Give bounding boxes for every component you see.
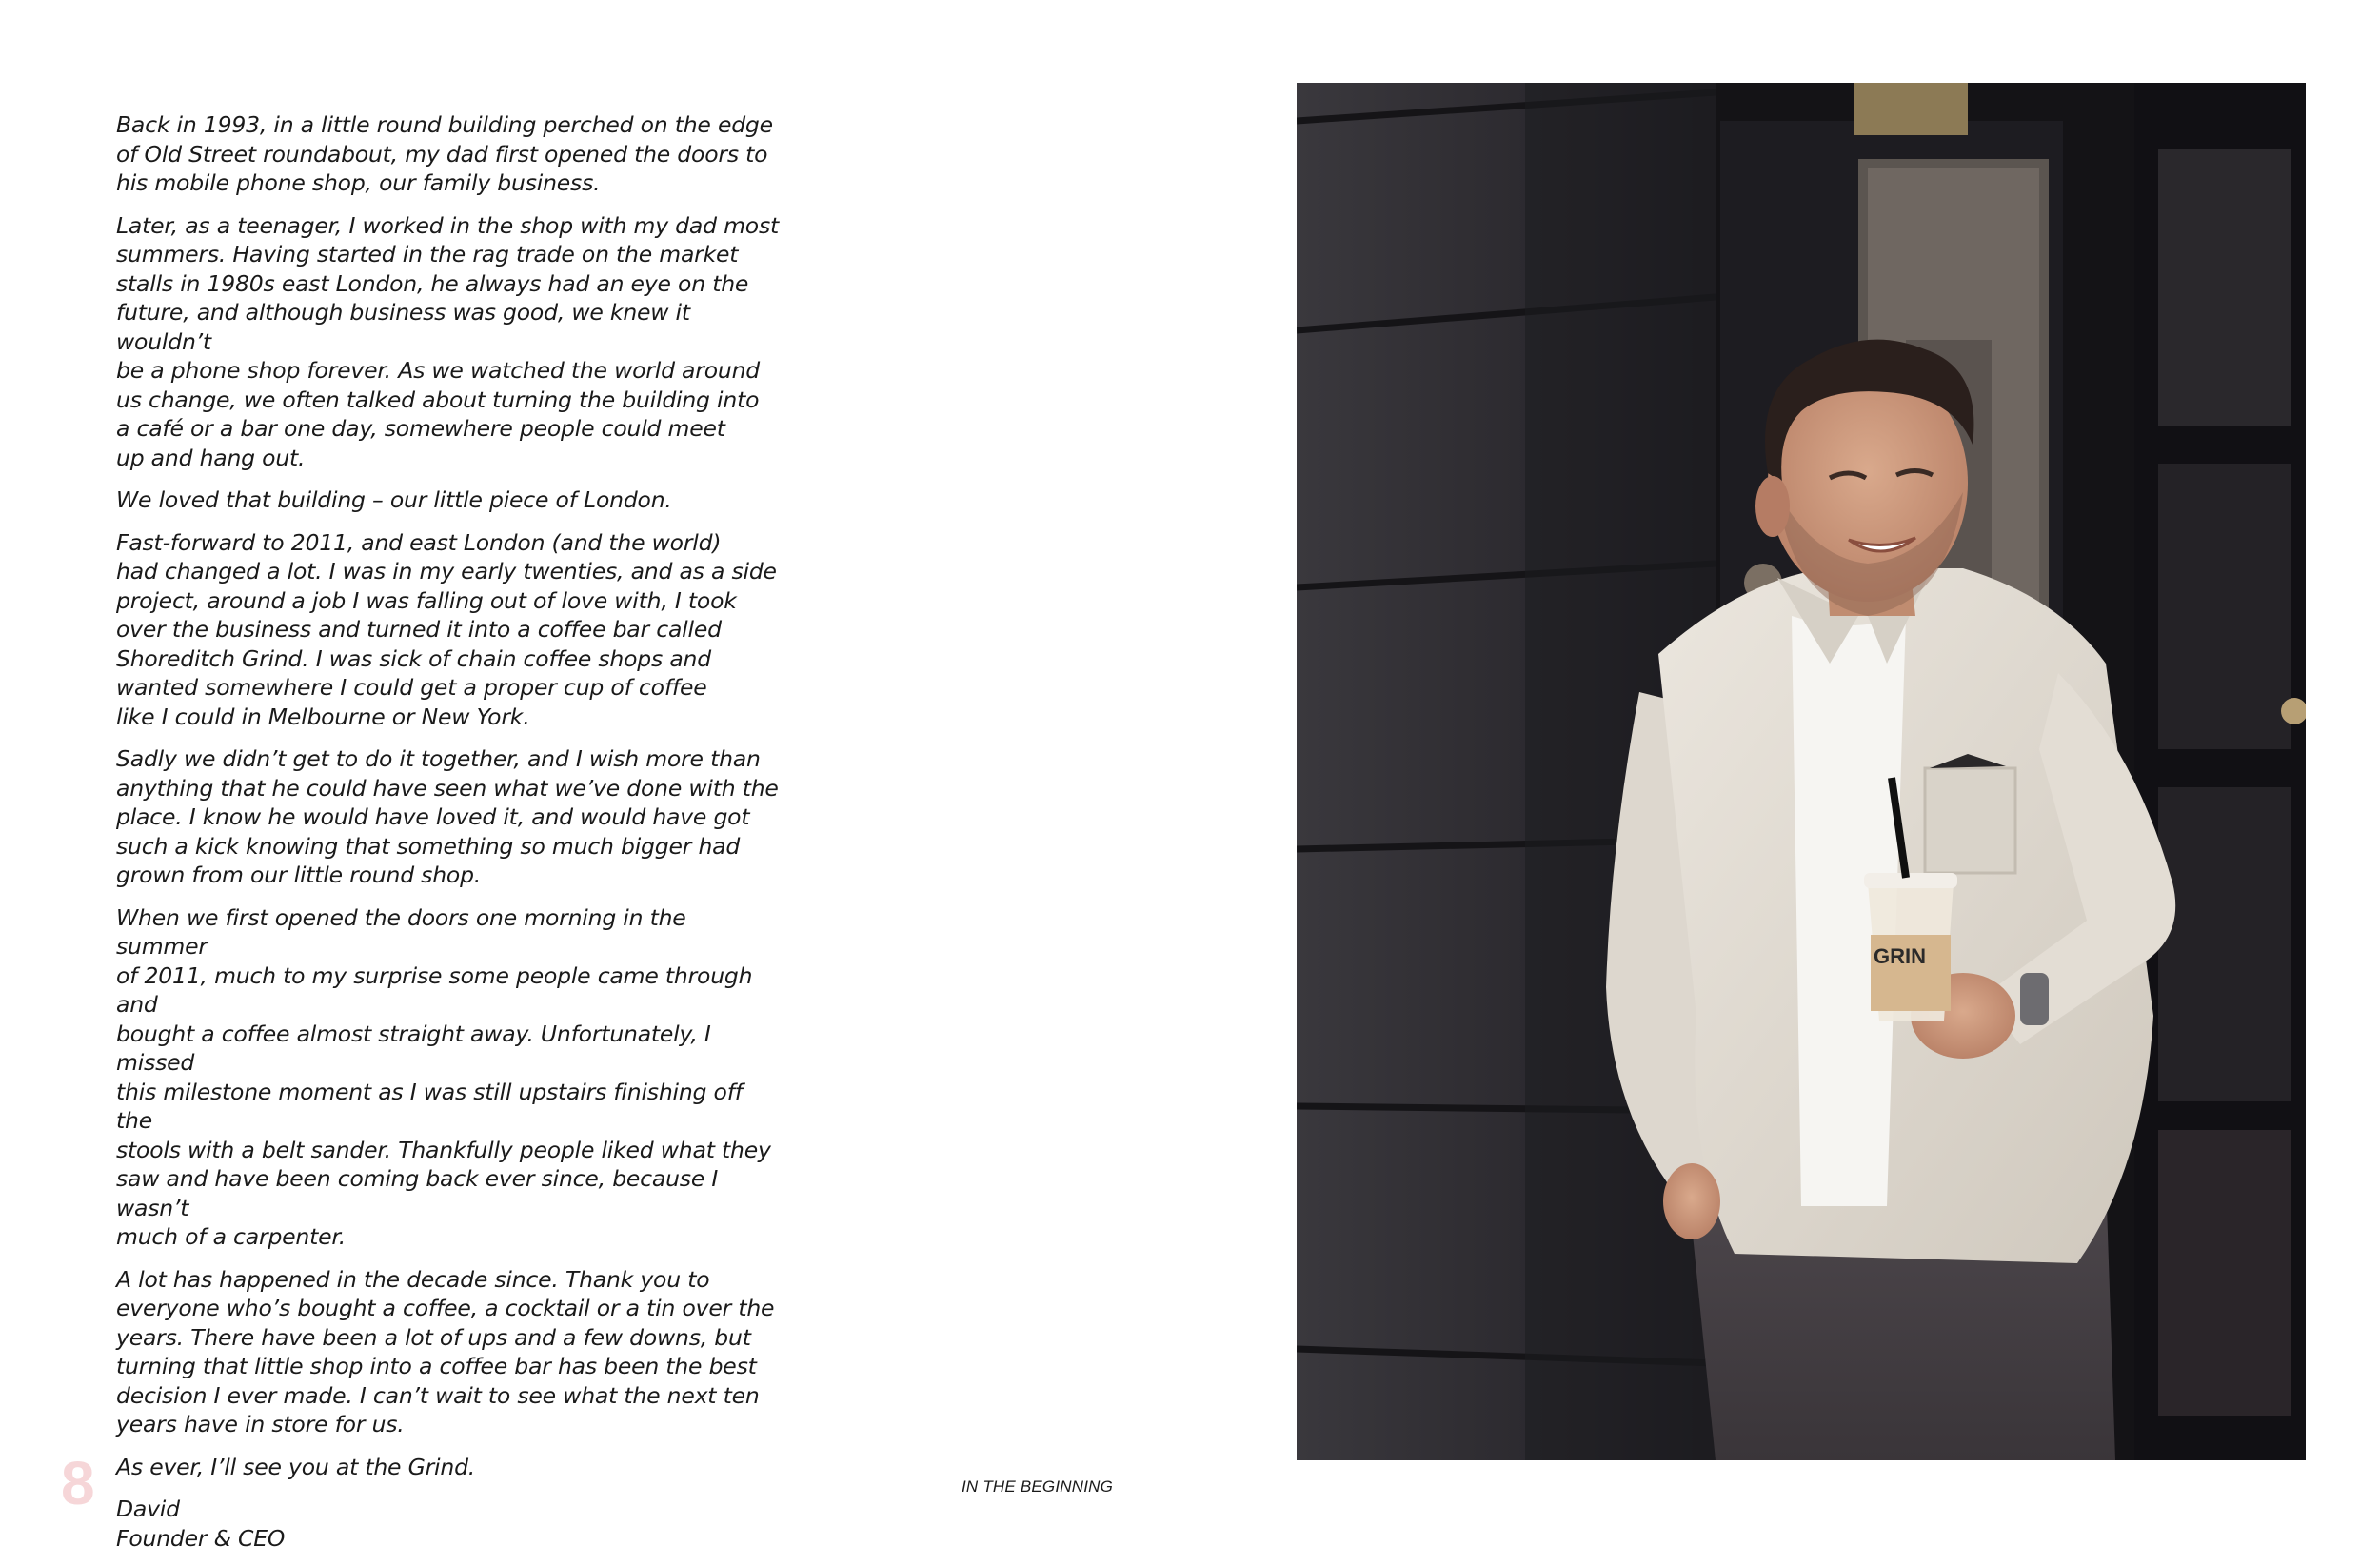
letter-paragraph-8: As ever, I’ll see you at the Grind. (116, 1453, 476, 1480)
letter-paragraph-3: We loved that building – our little piece of London. (116, 486, 672, 513)
letter-paragraph-2: Later, as a teenager, I worked in the shop with my dad most summers. Having started in the rag trade on the market stalls in 1980s east London, he always had an eye on the future, and although business was good, we knew it wouldn’t be a phone shop forever. As we watched the world around us change, we often talked about turning the building into a café or a bar one day, somewhere people could meet up and hang out. (116, 211, 780, 471)
letter-paragraph-1: Back in 1993, in a little round building perched on the edge of Old Street roundabout, my dad first opened the doors to his mobile phone shop, our family business. (116, 111, 773, 196)
letter-paragraph-4: Fast-forward to 2011, and east London (and the world) had changed a lot. I was in my early twenties, and as a side project, around a job I was falling out of love with, I took over the business and turned it into a coffee bar called Shoreditch Grind. I was sick of chain coffee shops and wanted somewhere I could get a proper cup of coffee like I could in Melbourne or New York. (116, 528, 777, 730)
founder-letter (116, 110, 783, 1566)
letter-signature: David Founder & CEO (116, 1496, 286, 1552)
letter-paragraph-6: When we first opened the doors one morning in the summer of 2011, much to my surprise some people came through and bought a coffee almost straight away. Unfortunately, I missed this milestone moment as I was still upstairs finishing off the stools with a belt sander. Thankfully people liked what they saw and have been coming back ever since, because I wasn’t much of a carpenter. (116, 903, 771, 1250)
letter-paragraph-7: A lot has happened in the decade since. Thank you to everyone who’s bought a coffee, a cocktail or a tin over the years. There have been a lot of ups and a few downs, but turning that little shop into a coffee bar has been the best decision I ever made. I can’t wait to see what the next ten years have in store for us. (116, 1265, 775, 1437)
running-head: IN THE BEGINNING (962, 1477, 1114, 1496)
founder-photo-illustration (1297, 83, 2306, 1460)
cup-logo-text: GRIN (1874, 944, 1926, 968)
founder-photo (1297, 83, 2306, 1460)
letter-paragraph-5: Sadly we didn’t get to do it together, and I wish more than anything that he could have seen what we’ve done with the place. I know he would have loved it, and would have got such a kick knowing that something so much bigger had grown from our little round shop. (116, 745, 779, 888)
page-number: 8 (61, 1449, 95, 1517)
